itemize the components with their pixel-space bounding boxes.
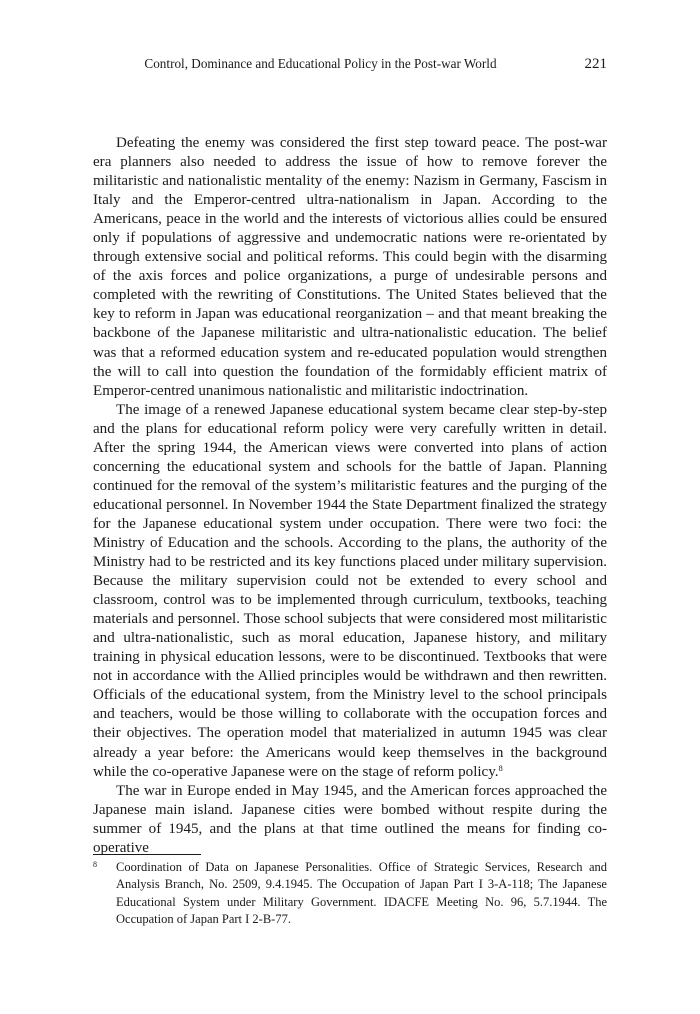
paragraph-text: Defeating the enemy was considered the first step toward peace. The post-war era planners also needed to address the issue of how to remove forever the militaristic and nationalistic mentality of the enemy: Nazism in Germany, Fascism in Italy and the Emperor-centred ultra-nationalism in Japan. According to the Americans, peace in the world and the interests of victorious allies could be ensured only if populations of aggressive and undemocratic nations were re-orientated by through extensive social and political reforms. This could begin with the disarming of the axis forces and police organizations, a purge of undesirable persons and completed with the rewriting of Constitutions. The United States believed that the key to reform in Japan was educational reorganization – and that meant breaking the backbone of the Japanese militaristic and ultra-nationalistic education. The belief was that a reformed education system and re-educated population would strengthen the will to call into question the foundation of the formidably efficient matrix of Emperor-centred unanimous nationalistic and militaristic indoctrination. (93, 135, 607, 399)
running-title: Control, Dominance and Educational Policy in the Post-war World (144, 56, 497, 71)
footnote-reference[interactable]: 8 (498, 762, 503, 773)
footnote-text: Coordination of Data on Japanese Personalities. Office of Strategic Services, Research and Analysis Branch, No. 2509, 9.4.1945. The Occupation of Japan Part I 3-A-118; The Japanese Educational System under Military Government. IDACFE Meeting No. 96, 5.7.1944. The Occupation of Japan Part I 2-B-77. (116, 860, 607, 927)
page-number: 221 (584, 56, 607, 72)
paragraph-text: The image of a renewed Japanese educational system became clear step-by-step and the plans for educational reform policy were very carefully written in detail. After the spring 1944, the American views were converted into plans of action concerning the educational system and schools for the battle of Japan. Planning continued for the removal of the system’s militaristic features and the purging of the educational personnel. In November 1944 the State Department finalized the strategy for the Japanese educational system under occupation. There were two foci: the Ministry of Education and the schools. According to the plans, the authority of the Ministry had to be restricted and its key functions placed under military supervision. Because the military supervision could not be extended to every school and classroom, control was to be implemented through curriculum, textbooks, teaching materials and personnel. Those school subjects that were considered most militaristic and ultra-nationalistic, such as moral education, Japanese history, and military training in physical education lessons, were to be discontinued. Textbooks that were not in accordance with the Allied principles would be withdrawn and then rewritten. Officials of the educational system, from the Ministry level to the school principals and teachers, would be those willing to collaborate with the occupation forces and their objectives. The operation model that materialized in autumn 1945 was clear already a year before: the Americans would keep themselves in the background while the co-operative Japanese were on the stage of reform policy. (93, 401, 607, 780)
paragraph-text: The war in Europe ended in May 1945, and the American forces approached the Japanese main island. Japanese cities were bombed without respite during the summer of 1945, and the plans at that time outlined the means for finding co-operative (93, 782, 607, 856)
paragraph (93, 134, 607, 401)
running-header (92, 54, 609, 74)
main-text (93, 134, 607, 858)
paragraph (93, 401, 607, 782)
footnote-divider (93, 854, 201, 855)
footnote-number: 8 (93, 860, 97, 869)
paragraph (93, 782, 607, 858)
footnote (93, 859, 607, 929)
